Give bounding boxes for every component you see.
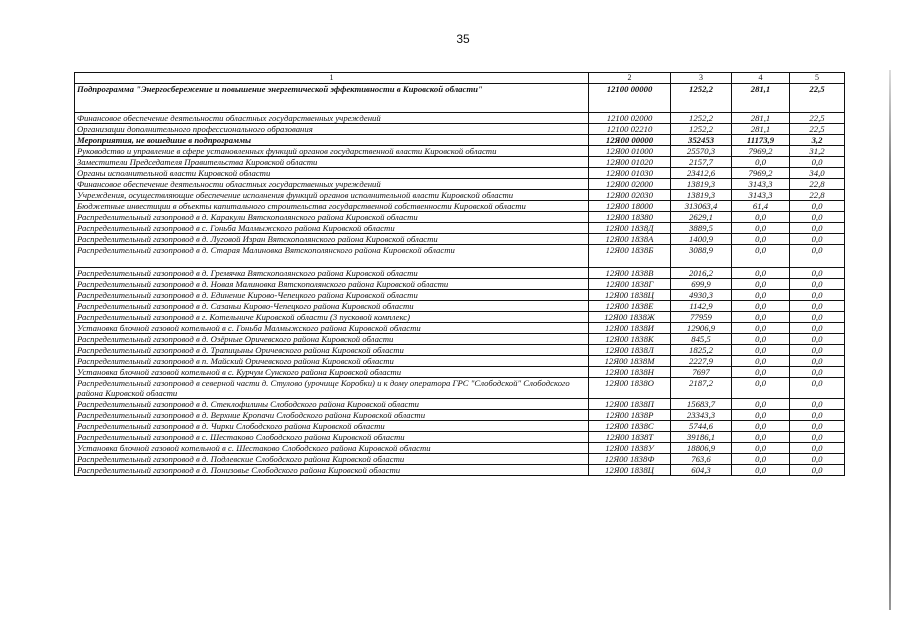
row-code: 12Я00 1838С bbox=[589, 421, 671, 432]
row-value-4: 281,1 bbox=[732, 84, 790, 113]
table-row bbox=[75, 312, 845, 323]
row-value-4: 3143,3 bbox=[732, 190, 790, 201]
row-value-3: 23412,6 bbox=[671, 168, 732, 179]
row-value-3: 352453 bbox=[671, 135, 732, 146]
row-code: 12Я00 18000 bbox=[589, 201, 671, 212]
row-name: Распределительный газопровод в д. Старая Малиновка Вятскополянского района Кировской области bbox=[75, 245, 589, 268]
row-value-3: 1400,9 bbox=[671, 234, 732, 245]
scan-edge-line bbox=[889, 70, 891, 610]
table-body bbox=[75, 84, 845, 476]
row-value-3: 1825,2 bbox=[671, 345, 732, 356]
row-name: Распределительный газопровод в д. Сазаньи Кирово-Чепецкого района Кировской области bbox=[75, 301, 589, 312]
row-code: 12Я00 1838Д bbox=[589, 223, 671, 234]
row-value-4: 0,0 bbox=[732, 356, 790, 367]
row-value-3: 1252,2 bbox=[671, 124, 732, 135]
row-name: Организации дополнительного профессионального образования bbox=[75, 124, 589, 135]
row-value-5: 0,0 bbox=[790, 157, 845, 168]
row-value-4: 7969,2 bbox=[732, 146, 790, 157]
header-col-5: 5 bbox=[790, 73, 845, 84]
row-code: 12Я00 1838В bbox=[589, 268, 671, 279]
row-value-3: 39186,1 bbox=[671, 432, 732, 443]
row-value-4: 0,0 bbox=[732, 223, 790, 234]
row-name: Руководство и управление в сфере установленных функций органов государственной власти Кировской области bbox=[75, 146, 589, 157]
page-number: 35 bbox=[456, 32, 470, 46]
row-code: 12Я00 1838Ф bbox=[589, 454, 671, 465]
row-value-3: 1142,9 bbox=[671, 301, 732, 312]
row-value-5: 0,0 bbox=[790, 268, 845, 279]
row-value-5: 0,0 bbox=[790, 443, 845, 454]
row-name: Установка блочной газовой котельной в с. Шестаково Слободского района Кировской области bbox=[75, 443, 589, 454]
row-code: 12Я00 01030 bbox=[589, 168, 671, 179]
row-name: Заместители Председателя Правительства Кировской области bbox=[75, 157, 589, 168]
row-value-5: 0,0 bbox=[790, 279, 845, 290]
row-value-3: 13819,3 bbox=[671, 179, 732, 190]
row-value-5: 0,0 bbox=[790, 323, 845, 334]
row-name: Распределительный газопровод в д. Озёрные Оричевского района Кировской области bbox=[75, 334, 589, 345]
row-name: Распределительный газопровод в п. Майский Оричевского района Кировской области bbox=[75, 356, 589, 367]
row-code: 12Я00 01020 bbox=[589, 157, 671, 168]
row-code: 12Я00 1838И bbox=[589, 323, 671, 334]
row-value-3: 13819,3 bbox=[671, 190, 732, 201]
table-row bbox=[75, 201, 845, 212]
row-value-4: 0,0 bbox=[732, 345, 790, 356]
row-value-4: 0,0 bbox=[732, 312, 790, 323]
row-value-4: 3143,3 bbox=[732, 179, 790, 190]
table-row bbox=[75, 454, 845, 465]
table-row bbox=[75, 432, 845, 443]
row-value-5: 0,0 bbox=[790, 410, 845, 421]
row-code: 12Я00 02000 bbox=[589, 179, 671, 190]
row-value-3: 25570,3 bbox=[671, 146, 732, 157]
row-code: 12Я00 1838Ц bbox=[589, 290, 671, 301]
row-value-3: 77959 bbox=[671, 312, 732, 323]
row-name: Распределительный газопровод в д. Единение Кирово-Чепецкого района Кировской области bbox=[75, 290, 589, 301]
row-value-3: 4930,3 bbox=[671, 290, 732, 301]
row-value-5: 22,5 bbox=[790, 124, 845, 135]
row-value-3: 763,6 bbox=[671, 454, 732, 465]
row-value-3: 1252,2 bbox=[671, 113, 732, 124]
row-name: Распределительный газопровод в д. Трапицыны Оричевского района Кировской области bbox=[75, 345, 589, 356]
table-row bbox=[75, 113, 845, 124]
row-name: Распределительный газопровод в д. Понизовье Слободского района Кировской области bbox=[75, 465, 589, 476]
row-name: Распределительный газопровод в д. Гремячка Вятскополянского района Кировской области bbox=[75, 268, 589, 279]
row-value-4: 7969,2 bbox=[732, 168, 790, 179]
row-value-3: 1252,2 bbox=[671, 84, 732, 113]
row-value-5: 22,8 bbox=[790, 179, 845, 190]
row-value-5: 0,0 bbox=[790, 345, 845, 356]
row-value-3: 2016,2 bbox=[671, 268, 732, 279]
row-name: Бюджетные инвестиции в объекты капитального строительства государственной собственности Кировской области bbox=[75, 201, 589, 212]
row-value-5: 0,0 bbox=[790, 312, 845, 323]
row-value-5: 22,5 bbox=[790, 84, 845, 113]
row-code: 12Я00 1838Ж bbox=[589, 312, 671, 323]
table-row bbox=[75, 234, 845, 245]
row-name: Учреждения, осуществляющие обеспечение исполнения функций органов исполнительной власти Кировской области bbox=[75, 190, 589, 201]
row-name: Распределительный газопровод в с. Гоньба Малмыжского района Кировской области bbox=[75, 223, 589, 234]
table-row bbox=[75, 168, 845, 179]
table-row bbox=[75, 279, 845, 290]
row-value-3: 699,9 bbox=[671, 279, 732, 290]
row-value-5: 3,2 bbox=[790, 135, 845, 146]
table-row bbox=[75, 410, 845, 421]
row-value-4: 0,0 bbox=[732, 465, 790, 476]
row-value-4: 0,0 bbox=[732, 399, 790, 410]
row-value-4: 0,0 bbox=[732, 301, 790, 312]
row-name: Подпрограмма "Энергосбережение и повышение энергетической эффективности в Кировской области" bbox=[75, 84, 589, 113]
row-value-4: 0,0 bbox=[732, 234, 790, 245]
row-value-4: 281,1 bbox=[732, 113, 790, 124]
row-value-5: 0,0 bbox=[790, 234, 845, 245]
row-name: Распределительный газопровод в д. Стеклофилины Слободского района Кировской области bbox=[75, 399, 589, 410]
table-row bbox=[75, 212, 845, 223]
row-name: Установка блочной газовой котельной в с. Гоньба Малмыжского района Кировской области bbox=[75, 323, 589, 334]
header-col-3: 3 bbox=[671, 73, 732, 84]
row-value-3: 3088,9 bbox=[671, 245, 732, 268]
row-value-4: 0,0 bbox=[732, 157, 790, 168]
table-row bbox=[75, 399, 845, 410]
row-code: 12Я00 1838Н bbox=[589, 367, 671, 378]
row-code: 12Я00 1838К bbox=[589, 334, 671, 345]
table-row bbox=[75, 334, 845, 345]
row-value-5: 0,0 bbox=[790, 421, 845, 432]
row-value-4: 61,4 bbox=[732, 201, 790, 212]
row-value-3: 2157,7 bbox=[671, 157, 732, 168]
table-row bbox=[75, 146, 845, 157]
row-code: 12Я00 00000 bbox=[589, 135, 671, 146]
row-code: 12Я00 1838Т bbox=[589, 432, 671, 443]
row-value-5: 0,0 bbox=[790, 290, 845, 301]
row-value-3: 18806,9 bbox=[671, 443, 732, 454]
row-value-5: 22,5 bbox=[790, 113, 845, 124]
table-row bbox=[75, 443, 845, 454]
row-value-3: 7697 bbox=[671, 367, 732, 378]
table-row bbox=[75, 345, 845, 356]
row-code: 12Я00 01000 bbox=[589, 146, 671, 157]
row-name: Установка блочной газовой котельной в с. Курчум Сунского района Кировской области bbox=[75, 367, 589, 378]
row-value-4: 0,0 bbox=[732, 410, 790, 421]
row-value-3: 23343,3 bbox=[671, 410, 732, 421]
row-name: Распределительный газопровод в д. Чирки Слободского района Кировской области bbox=[75, 421, 589, 432]
row-name: Финансовое обеспечение деятельности областных государственных учреждений bbox=[75, 113, 589, 124]
table-row bbox=[75, 290, 845, 301]
header-row bbox=[75, 73, 845, 84]
header-col-2: 2 bbox=[589, 73, 671, 84]
row-value-5: 0,0 bbox=[790, 212, 845, 223]
row-value-5: 22,8 bbox=[790, 190, 845, 201]
row-value-4: 0,0 bbox=[732, 454, 790, 465]
row-code: 12Я00 1838Б bbox=[589, 245, 671, 268]
row-value-5: 0,0 bbox=[790, 334, 845, 345]
row-value-5: 0,0 bbox=[790, 301, 845, 312]
row-name: Распределительный газопровод в северной части д. Стулово (урочище Коробки) и к дому оператора ГРС "Слободской" Слободского района Кировской области bbox=[75, 378, 589, 399]
row-code: 12Я00 1838А bbox=[589, 234, 671, 245]
table-row bbox=[75, 367, 845, 378]
row-value-3: 2187,2 bbox=[671, 378, 732, 399]
row-value-5: 0,0 bbox=[790, 245, 845, 268]
row-value-4: 0,0 bbox=[732, 421, 790, 432]
row-code: 12Я00 1838М bbox=[589, 356, 671, 367]
header-col-1: 1 bbox=[75, 73, 589, 84]
row-value-5: 0,0 bbox=[790, 432, 845, 443]
row-code: 12100 02000 bbox=[589, 113, 671, 124]
table-row bbox=[75, 421, 845, 432]
row-value-4: 0,0 bbox=[732, 323, 790, 334]
row-value-5: 0,0 bbox=[790, 201, 845, 212]
row-name: Распределительный газопровод в д. Верхние Кропачи Слободского района Кировской области bbox=[75, 410, 589, 421]
row-code: 12Я00 02030 bbox=[589, 190, 671, 201]
row-name: Распределительный газопровод в д. Новая Малиновка Вятскополянского района Кировской области bbox=[75, 279, 589, 290]
row-value-3: 15683,7 bbox=[671, 399, 732, 410]
row-code: 12Я00 1838У bbox=[589, 443, 671, 454]
row-name: Органы исполнительной власти Кировской области bbox=[75, 168, 589, 179]
row-value-3: 2227,9 bbox=[671, 356, 732, 367]
table-row bbox=[75, 223, 845, 234]
row-value-3: 3889,5 bbox=[671, 223, 732, 234]
row-code: 12Я00 1838Г bbox=[589, 279, 671, 290]
header-col-4: 4 bbox=[732, 73, 790, 84]
row-value-5: 34,0 bbox=[790, 168, 845, 179]
row-value-3: 12906,9 bbox=[671, 323, 732, 334]
row-name: Мероприятия, не вошедшие в подпрограммы bbox=[75, 135, 589, 146]
row-code: 12Я00 1838Л bbox=[589, 345, 671, 356]
table-row bbox=[75, 245, 845, 268]
row-code: 12Я00 1838О bbox=[589, 378, 671, 399]
row-value-3: 5744,6 bbox=[671, 421, 732, 432]
row-value-5: 0,0 bbox=[790, 367, 845, 378]
row-value-3: 604,3 bbox=[671, 465, 732, 476]
row-value-4: 0,0 bbox=[732, 290, 790, 301]
row-name: Финансовое обеспечение деятельности областных государственных учреждений bbox=[75, 179, 589, 190]
row-value-4: 0,0 bbox=[732, 279, 790, 290]
table-row bbox=[75, 124, 845, 135]
table-row bbox=[75, 356, 845, 367]
row-value-4: 0,0 bbox=[732, 378, 790, 399]
table-row bbox=[75, 323, 845, 334]
row-code: 12Я00 18380 bbox=[589, 212, 671, 223]
row-code: 12Я00 1838П bbox=[589, 399, 671, 410]
row-code: 12Я00 1838Ц bbox=[589, 465, 671, 476]
table-row bbox=[75, 268, 845, 279]
budget-table bbox=[74, 72, 845, 476]
table-row bbox=[75, 84, 845, 113]
row-value-5: 0,0 bbox=[790, 356, 845, 367]
table-row bbox=[75, 157, 845, 168]
row-code: 12100 00000 bbox=[589, 84, 671, 113]
row-value-4: 0,0 bbox=[732, 432, 790, 443]
row-value-5: 0,0 bbox=[790, 465, 845, 476]
row-code: 12Я00 1838Е bbox=[589, 301, 671, 312]
table-header bbox=[75, 73, 845, 84]
row-value-4: 0,0 bbox=[732, 212, 790, 223]
row-name: Распределительный газопровод в д. Подлевские Слободского района Кировской области bbox=[75, 454, 589, 465]
row-code: 12100 02210 bbox=[589, 124, 671, 135]
table-row bbox=[75, 179, 845, 190]
row-value-5: 31,2 bbox=[790, 146, 845, 157]
row-value-4: 0,0 bbox=[732, 245, 790, 268]
table-row bbox=[75, 135, 845, 146]
row-name: Распределительный газопровод в с. Шестаково Слободского района Кировской области bbox=[75, 432, 589, 443]
table-row bbox=[75, 190, 845, 201]
row-value-4: 0,0 bbox=[732, 443, 790, 454]
row-value-5: 0,0 bbox=[790, 223, 845, 234]
row-name: Распределительный газопровод в д. Каракули Вятскополянского района Кировской области bbox=[75, 212, 589, 223]
row-value-4: 0,0 bbox=[732, 268, 790, 279]
row-code: 12Я00 1838Р bbox=[589, 410, 671, 421]
row-name: Распределительный газопровод в г. Котельниче Кировской области (3 пусковой комплекс) bbox=[75, 312, 589, 323]
table-row bbox=[75, 378, 845, 399]
row-value-4: 0,0 bbox=[732, 367, 790, 378]
row-value-4: 281,1 bbox=[732, 124, 790, 135]
row-value-5: 0,0 bbox=[790, 399, 845, 410]
row-name: Распределительный газопровод в д. Луговой Изран Вятскополянского района Кировской области bbox=[75, 234, 589, 245]
row-value-3: 313063,4 bbox=[671, 201, 732, 212]
row-value-5: 0,0 bbox=[790, 378, 845, 399]
row-value-4: 11173,9 bbox=[732, 135, 790, 146]
table-row bbox=[75, 465, 845, 476]
row-value-5: 0,0 bbox=[790, 454, 845, 465]
table-row bbox=[75, 301, 845, 312]
row-value-4: 0,0 bbox=[732, 334, 790, 345]
row-value-3: 845,5 bbox=[671, 334, 732, 345]
row-value-3: 2629,1 bbox=[671, 212, 732, 223]
